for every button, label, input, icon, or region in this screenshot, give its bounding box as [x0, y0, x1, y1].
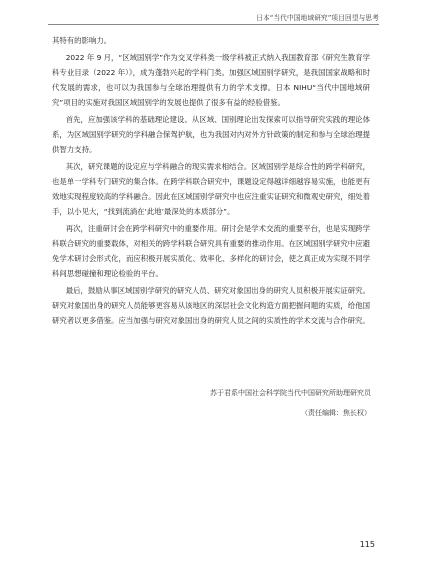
editor-note: （责任编辑：焦长权） [301, 409, 371, 417]
running-head: 日本“当代中国地域研究”项目回望与思考 [256, 14, 379, 22]
page-number: 115 [359, 540, 375, 549]
paragraph: 最后，鼓励从事区域国别学研究的研究人员、研究对象国出身的研究人员积极开展实证研究。研究对象国出身的研究人员能够更容易从该地区的深层社会文化构造方面把握问题的实质，给他国研究者以更多借鉴。应当加强与研究对象国出身的研究人员之间的实质性的学术交流与合作研究。 [52, 286, 370, 325]
article-body [52, 33, 370, 330]
paragraph: 2022 年 9 月，“区域国别学”作为交叉学科类一级学科被正式纳入我国教育部《研究生教育学科专业目录（2022 年）》，成为蓬勃兴起的学科门类。加强区域国别学研究，是我国国家战略和时代发展的需求，也可以为我国参与全球治理提供有力的学术支撑。日本 NIHU“当代中国地域研究”项目的实施对我国区域国别学的发展也提供了很多有益的经验借鉴。 [52, 53, 370, 107]
paragraph: 其次，研究课题的设定应与学科融合的现实需求相结合。区域国别学是综合性的跨学科研究，也是单一学科专门研究的集合体。在跨学科联合研究中，课题设定得越详细越容易实施，也能更有效地实现程度较高的学科融合。因此在区域国别学研究中也应注重实证研究和微观史研究，细处着手，以小见大，“找到流淌在‘此地’最深处的本质部分”。 [52, 162, 370, 216]
author-affiliation: 苏于君系中国社会科学院当代中国研究所助理研究员 [210, 389, 371, 397]
paragraph-continuation: 其特有的影响力。 [52, 36, 112, 45]
paragraph: 首先，应加强该学科的基础理论建设。从区域、国别理论出发探索可以指导研究实践的理论体系，为区域国别学研究的学科融合保驾护航，也为我国对内对外方针政策的制定和参与全球治理提供智力支持。 [52, 115, 370, 154]
paragraph: 再次，注重研讨会在跨学科研究中的重要作用。研讨会是学术交流的重要平台，也是实现跨学科联合研究的重要载体，对相关的跨学科联合研究具有重要的推动作用。在区域国别学研究中应避免学术研讨会形式化，而应积极开展实质化、效率化、多样化的研讨会，使之真正成为实现不同学科间思想碰撞和理论检验的平台。 [52, 224, 370, 278]
header-rule [48, 24, 379, 25]
